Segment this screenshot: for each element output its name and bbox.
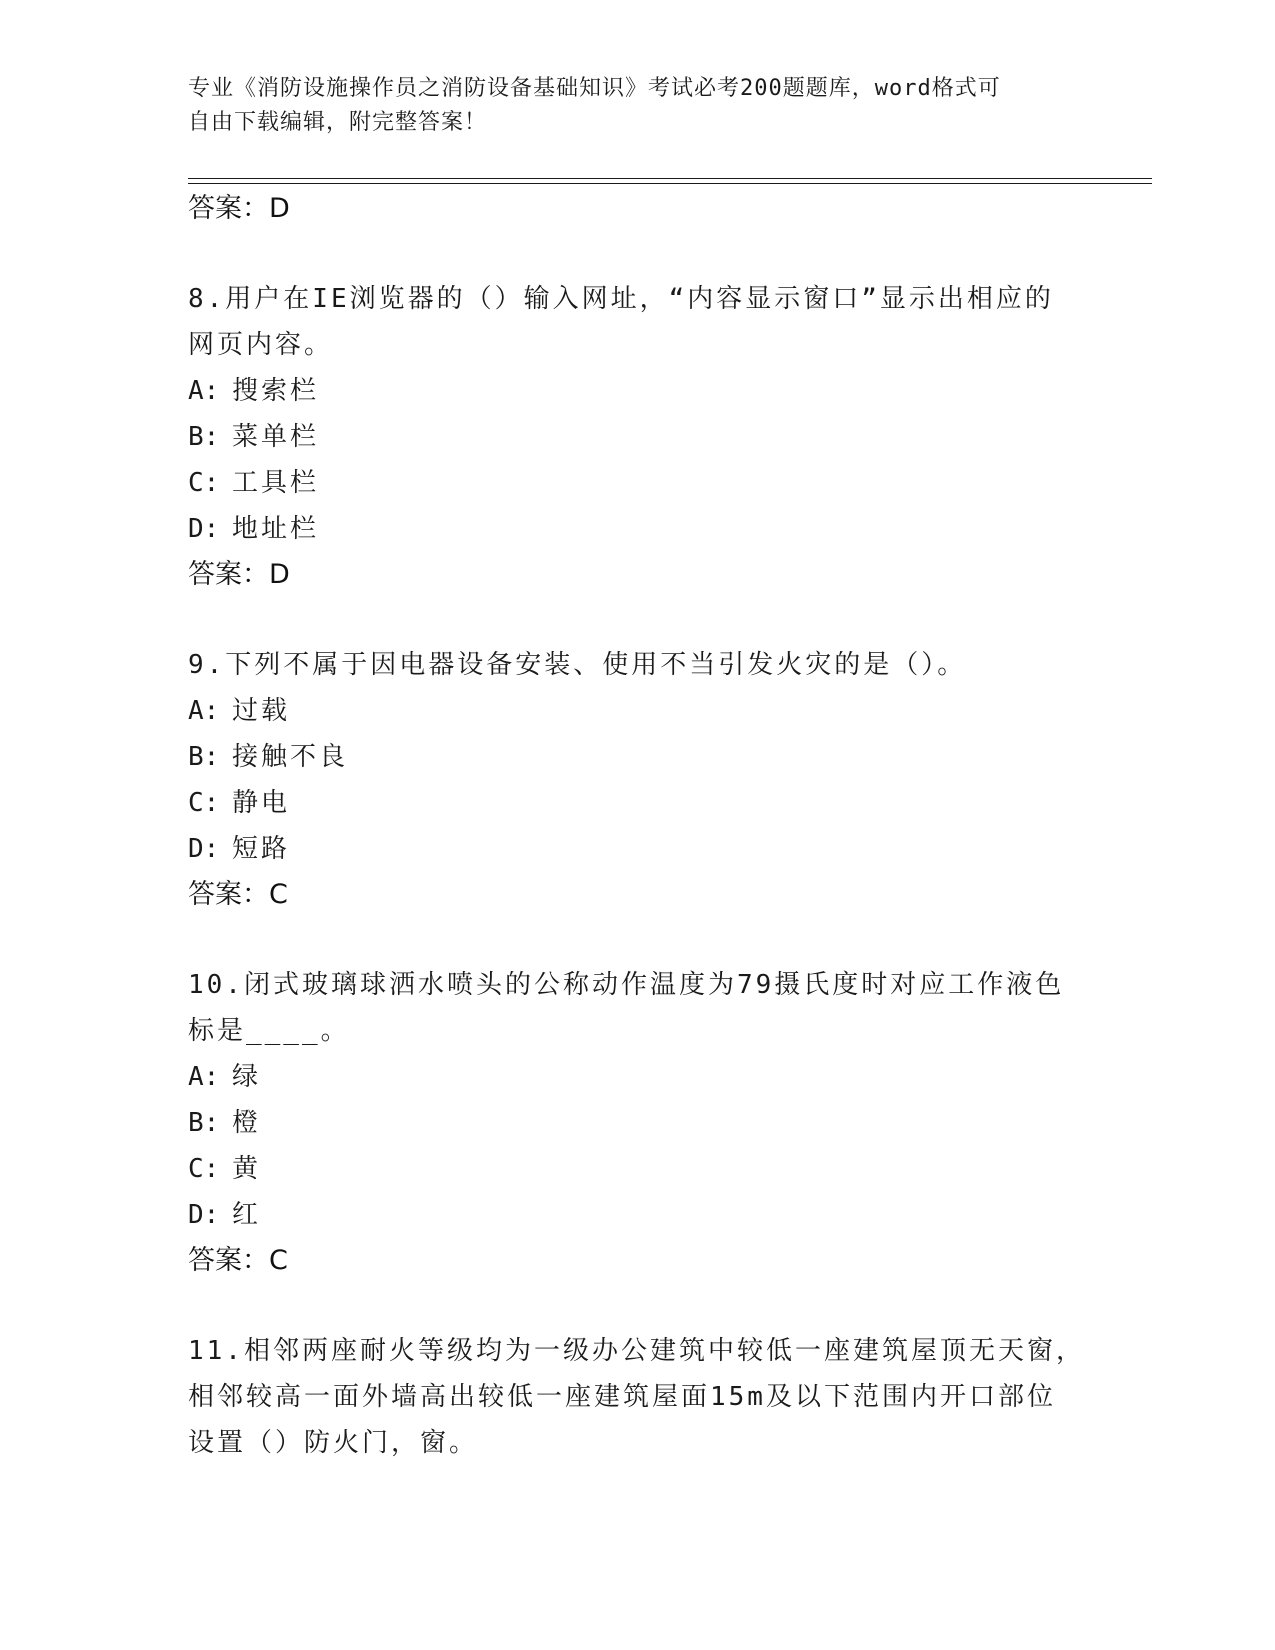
option-text: 短路 [232,834,291,864]
option-text: 黄 [232,1154,262,1184]
option-d [188,826,1088,872]
question-text: 网页内容。 [188,330,334,360]
option-text: 工具栏 [232,468,320,498]
question-text: 标是____。 [188,1016,350,1046]
question-text: 9.下列不属于因电器设备安装、使用不当引发火灾的是（）。 [188,650,967,680]
header-line-2: 自由下载编辑，附完整答案！ [188,110,488,135]
option-text: 接触不良 [232,742,349,772]
answer-line: 答案：C [188,879,288,910]
header-line-1: 专业《消防设施操作员之消防设备基础知识》考试必考200题题库，word格式可 [188,76,1001,101]
option-d [188,1192,1088,1238]
question-text: 8.用户在IE浏览器的（）输入网址，“内容显示窗口”显示出相应的 [188,284,1054,314]
spacer [188,1284,1088,1328]
option-text: 橙 [232,1108,262,1138]
option-key: A: [188,696,220,726]
option-b [188,734,1088,780]
option-text: 红 [232,1200,262,1230]
option-key: A: [188,376,220,406]
option-key: C: [188,468,220,498]
document-header [188,72,1068,140]
option-b [188,1100,1088,1146]
option-a [188,1054,1088,1100]
spacer [188,598,1088,642]
question-text: 设置（）防火门，窗。 [188,1428,479,1458]
spacer [188,918,1088,962]
option-text: 过载 [232,696,291,726]
question-9 [188,642,1088,918]
spacer [188,232,1088,276]
option-b [188,414,1088,460]
option-key: B: [188,742,220,772]
option-text: 静电 [232,788,291,818]
option-text: 菜单栏 [232,422,320,452]
option-key: B: [188,422,220,452]
option-key: D: [188,1200,220,1230]
option-key: C: [188,1154,220,1184]
option-key: D: [188,834,220,864]
header-divider-bottom [188,183,1152,184]
answer-line: 答案：C [188,1245,288,1276]
header-divider-top [188,178,1152,179]
question-8 [188,276,1088,598]
question-11 [188,1328,1088,1466]
option-a [188,688,1088,734]
option-d [188,506,1088,552]
question-text: 10.闭式玻璃球洒水喷头的公称动作温度为79摄氏度时对应工作液色 [188,970,1065,1000]
option-c [188,1146,1088,1192]
question-list [188,186,1088,1466]
option-text: 搜索栏 [232,376,320,406]
question-text: 相邻较高一面外墙高出较低一座建筑屋面15m及以下范围内开口部位 [188,1382,1056,1412]
option-c [188,460,1088,506]
question-text: 11.相邻两座耐火等级均为一级办公建筑中较低一座建筑屋顶无天窗， [188,1336,1085,1366]
option-key: B: [188,1108,220,1138]
option-text: 地址栏 [232,514,320,544]
answer-line: 答案：D [188,193,290,224]
question-10 [188,962,1088,1284]
option-a [188,368,1088,414]
option-key: C: [188,788,220,818]
option-key: A: [188,1062,220,1092]
option-text: 绿 [232,1062,262,1092]
answer-line: 答案：D [188,559,290,590]
option-c [188,780,1088,826]
option-key: D: [188,514,220,544]
